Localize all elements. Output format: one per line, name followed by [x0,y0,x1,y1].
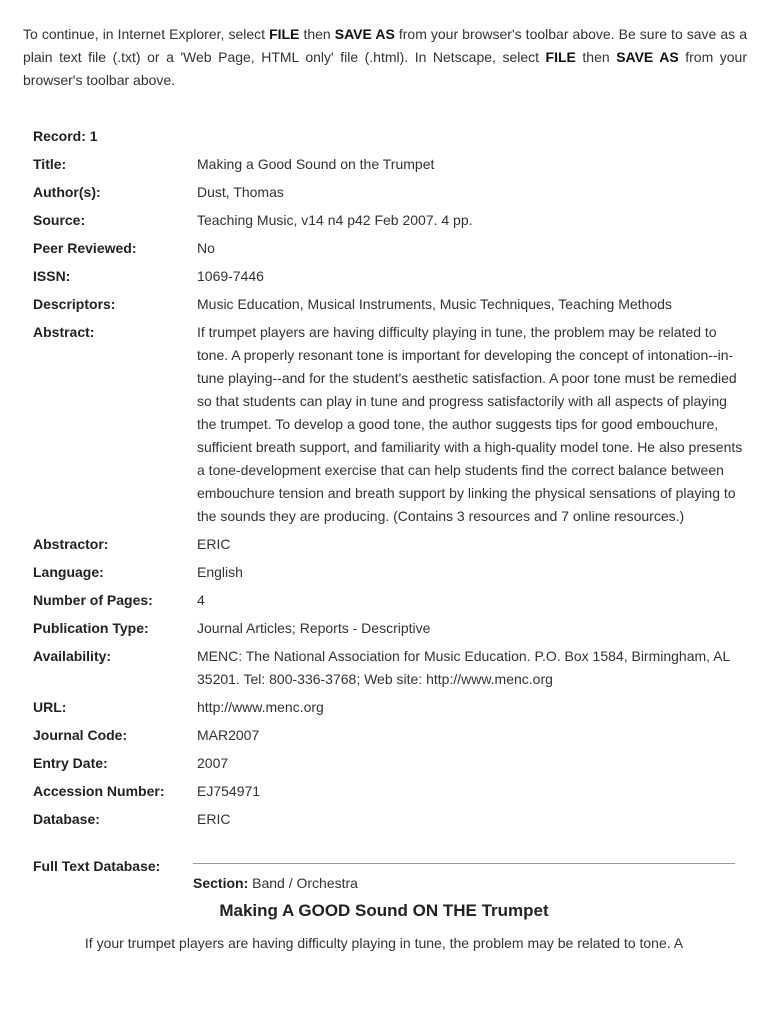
file-keyword: FILE [269,26,300,42]
issn-value: 1069-7446 [197,268,264,284]
intro-text-4: then [575,49,617,65]
pages-label: Number of Pages: [33,592,153,608]
issn-row [33,265,743,293]
url-label: URL: [33,699,67,715]
authors-value: Dust, Thomas [197,184,284,200]
database-value: ERIC [197,811,231,827]
accession-number-label: Accession Number: [33,783,165,799]
source-label: Source: [33,212,86,228]
file-keyword: FILE [545,49,576,65]
pages-row [33,589,743,617]
entry-date-label: Entry Date: [33,755,108,771]
peer-reviewed-label: Peer Reviewed: [33,240,137,256]
entry-date-value: 2007 [197,755,229,771]
availability-value: MENC: The National Association for Music Education. P.O. Box 1584, Birmingham, AL 35201. Tel: 800-336-3768; Web site: http://www.menc.org [197,648,730,687]
peer-reviewed-value: No [197,240,215,256]
abstractor-row [33,533,743,561]
publication-type-row [33,617,743,645]
issn-label: ISSN: [33,268,71,284]
intro-text-2: then [299,26,335,42]
pages-value: 4 [197,592,205,608]
save-instructions [23,23,747,92]
save-as-keyword: SAVE AS [616,49,679,65]
journal-code-row [33,724,743,752]
title-label: Title: [33,156,67,172]
source-row [33,209,743,237]
abstract-label: Abstract: [33,324,95,340]
full-text-database-label: Full Text Database: [33,858,161,874]
url-link[interactable]: http://www.menc.org [197,699,324,715]
intro-text-3: from your browser's toolbar above. Be sure to save as a plain text file (.txt) or a 'Web Page, HTML only' file (.html). In Netscape, select [23,26,748,65]
title-row [33,153,743,181]
authors-row [33,181,743,209]
section-label: Section: [193,875,249,891]
abstractor-label: Abstractor: [33,536,109,552]
section-value: Band / Orchestra [248,875,358,891]
journal-code-label: Journal Code: [33,727,128,743]
record-number-row [33,125,743,153]
database-row [33,808,743,836]
article-title: Making A GOOD Sound ON THE Trumpet [219,901,549,920]
language-value: English [197,564,243,580]
abstract-value: If trumpet players are having difficulty playing in tune, the problem may be related to tone. A properly resonant tone is important for developing the concept of intonation--in-tune playing--and for the student's aesthetic satisfaction. A poor tone must be remedied so that students can play in tune and progress satisfactorily with all aspects of playing the trumpet. To develop a good tone, the author suggests tips for good embouchure, sufficient breath support, and familiarity with a high-quality model tone. He also presents a tone-development exercise that can help students find the correct balance between embouchure tension and breath support by linking the physical sensations of playing to the sounds they are producing. (Contains 3 resources and 7 online resources.) [197,324,743,524]
descriptors-label: Descriptors: [33,296,116,312]
source-value: Teaching Music, v14 n4 p42 Feb 2007. 4 pp. [197,212,473,228]
title-value: Making a Good Sound on the Trumpet [197,156,435,172]
url-row [33,696,743,724]
descriptors-row [33,293,743,321]
availability-row [33,645,743,696]
article-lead-text: If your trumpet players are having difficulty playing in tune, the problem may be related to tone. A [84,935,684,951]
publication-type-label: Publication Type: [33,620,149,636]
language-row [33,561,743,589]
availability-label: Availability: [33,648,112,664]
save-as-keyword: SAVE AS [334,26,395,42]
horizontal-divider [193,863,735,864]
authors-label: Author(s): [33,184,101,200]
intro-text-1: To continue, in Internet Explorer, select [23,26,270,42]
abstract-row [33,321,743,533]
accession-number-value: EJ754971 [197,783,261,799]
record-details-table [33,125,743,836]
abstractor-value: ERIC [197,536,231,552]
database-label: Database: [33,811,100,827]
descriptors-value: Music Education, Musical Instruments, Music Techniques, Teaching Methods [197,296,672,312]
peer-reviewed-row [33,237,743,265]
publication-type-value: Journal Articles; Reports - Descriptive [197,620,431,636]
accession-number-row [33,780,743,808]
section-line [193,872,358,895]
journal-code-value: MAR2007 [197,727,260,743]
language-label: Language: [33,564,104,580]
record-number-label: Record: 1 [33,128,98,144]
intro-text-5: from your browser's toolbar above. [23,49,748,88]
entry-date-row [33,752,743,780]
